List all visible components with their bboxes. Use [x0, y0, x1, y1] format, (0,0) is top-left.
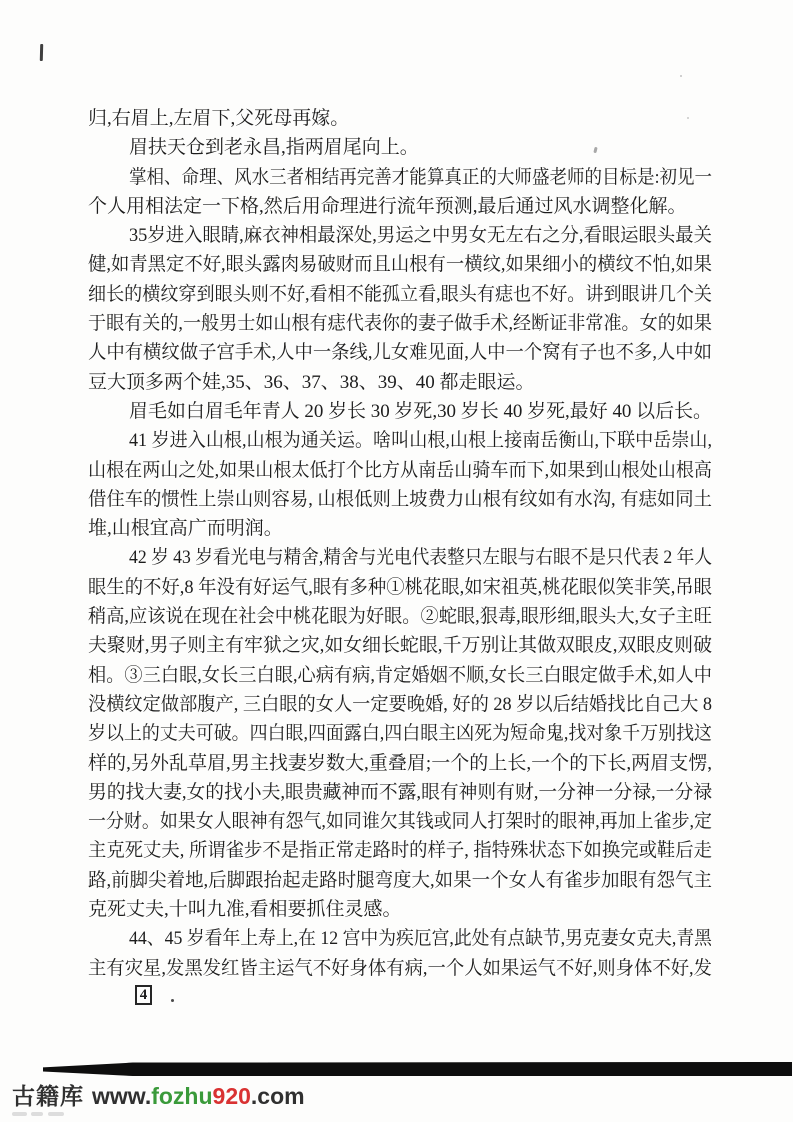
watermark-url-prefix: www.: [92, 1083, 152, 1109]
text-line: 路,前脚尖着地,后脚跟抬起走路时腿弯度大,如果一个女人有雀步加眼有怨气主: [88, 869, 712, 891]
text-line: 41 岁进入山根,山根为通关运。啥叫山根,山根上接南岳衡山,下联中岳崇山,: [129, 430, 712, 452]
text-line: 男的找大妻,女的找小夫,眼贵藏神而不露,眼有神则有财,一分神一分禄,一分禄: [88, 781, 712, 803]
watermark: [12, 1078, 305, 1111]
scan-edge-band: [43, 1062, 792, 1076]
text-line: 健,如青黑定不好,眼头露肉易破财而且山根有一横纹,如果细小的横纹不怕,如果: [88, 254, 712, 276]
text-line: 岁以上的丈夫可破。四白眼,四面露白,四白眼主凶死为短命鬼,找对象千万别找这: [88, 723, 712, 745]
scan-smudge: [31, 1112, 43, 1116]
text-line: 人中有横纹做子宫手术,人中一条线,儿女难见面,人中一个窝有子也不多,人中如: [88, 342, 712, 364]
text-line: 眉扶天仓到老永昌,指两眉尾向上。: [129, 137, 419, 159]
text-line: 没横纹定做部腹产, 三白眼的女人一定要晚婚, 好的 28 岁以后结婚找比自己大 8: [88, 693, 712, 715]
text-line: 堆,山根宜高广而明润。: [88, 518, 283, 540]
text-line: 山根在两山之处,如果山根太低打个比方从南岳山骑车而下,如果到山根处山根高: [88, 459, 712, 481]
text-line: 相。③三白眼,女长三白眼,心病有病,肯定婚姻不顺,女长三白眼定做手术,如人中: [88, 664, 712, 686]
watermark-url-green: fozhu: [151, 1083, 213, 1109]
scan-smudge: [12, 1112, 27, 1116]
scan-speck: [171, 999, 174, 1002]
scan-smudge: [48, 1112, 64, 1116]
text-line: 借住车的惯性上崇山则容易, 山根低则上坡费力山根有纹如有水沟, 有痣如同土: [88, 488, 712, 510]
page-number: 4: [135, 985, 152, 1005]
text-line: 个人用相法定一下格,然后用命理进行流年预测,最后通过风水调整化解。: [88, 195, 687, 217]
text-line: 豆大顶多两个娃,35、36、37、38、39、40 都走眼运。: [88, 371, 535, 393]
text-line: 于眼有关的,一般男士如山根有痣代表你的妻子做手术,经断证非常准。女的如果: [88, 313, 712, 335]
text-line: 掌相、命理、风水三者相结再完善才能算真正的大师盛老师的目标是:初见一: [129, 166, 712, 188]
text-line: 主克死丈夫, 所谓雀步不是指正常走路时的样子, 指特殊状态下如换完或鞋后走: [88, 840, 712, 862]
body-text-block: [88, 104, 712, 983]
text-line: 眼生的不好,8 年没有好运气,眼有多种①桃花眼,如宋祖英,桃花眼似笑非笑,吊眼: [88, 576, 712, 598]
text-line: 眉毛如白眉毛年青人 20 岁长 30 岁死,30 岁长 40 岁死,最好 40 以后长。: [129, 400, 712, 422]
text-line: 一分财。如果女人眼神有怨气,如同谁欠其钱或同人打架时的眼神,再加上雀步,定: [88, 811, 712, 833]
text-line: 克死丈夫,十叫九准,看相要抓住灵感。: [88, 899, 402, 921]
watermark-site-name: 古籍库: [12, 1083, 84, 1109]
text-line: 稍高,应该说在现在社会中桃花眼为好眼。②蛇眼,狠毒,眼形细,眼头大,女子主旺: [88, 606, 712, 628]
text-line: 主有灾星,发黑发红皆主运气不好身体有病,一个人如果运气不好,则身体不好,发: [88, 957, 712, 979]
text-line: 44、45 岁看年上寿上,在 12 宫中为疾厄宫,此处有点缺节,男克妻女克夫,青黑: [129, 928, 712, 950]
watermark-url-suffix: .com: [250, 1083, 305, 1109]
watermark-url-red: 920: [212, 1083, 251, 1109]
text-line: 样的,另外乱草眉,男主找妻岁数大,重叠眉;一个的上长,一个的下长,两眉支愣,: [88, 752, 712, 774]
text-line: 细长的横纹穿到眼头则不好,看相不能孤立看,眼头有痣也不好。讲到眼讲几个关: [88, 283, 712, 305]
text-line: 35岁进入眼睛,麻衣神相最深处,男运之中男女无左右之分,看眼运眼头最关: [129, 225, 712, 247]
text-line: 42 岁 43 岁看光电与精舍,精舍与光电代表整只左眼与右眼不是只代表 2 年人: [129, 547, 712, 569]
scan-artifact-dash: [40, 44, 43, 61]
scan-speck: [680, 75, 682, 77]
text-line: 归,右眉上,左眉下,父死母再嫁。: [88, 108, 350, 129]
text-line: 夫聚财,男子则主有牢狱之灾,如女细长蛇眼,千万别让其做双眼皮,双眼皮则破: [88, 635, 712, 657]
